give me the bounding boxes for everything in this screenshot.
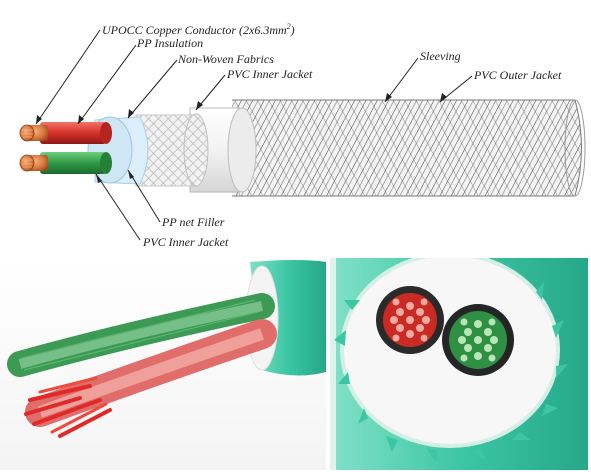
label-conductor-text: UPOCC Copper Conductor (2x6.3mm (102, 23, 287, 37)
label-sleeving: Sleeving (420, 49, 461, 63)
label-pvc-outer-jacket: PVC Outer Jacket (474, 68, 562, 82)
cable-illustration (20, 100, 585, 196)
label-pvc-inner-jacket-bottom: PVC Inner Jacket (143, 235, 229, 249)
outer-jacket-sleeving (232, 100, 585, 196)
photo-green-conductor (442, 304, 514, 376)
photo-right-crosssection (330, 254, 588, 470)
label-conductor-sup: 2 (286, 22, 291, 31)
label-conductor (102, 20, 295, 37)
label-pvc-inner-jacket-top: PVC Inner Jacket (227, 67, 313, 81)
label-pp-net-filler: PP net Filler (162, 215, 225, 229)
red-conductor (20, 122, 112, 144)
photo-left-strands (0, 258, 326, 470)
label-pp-insulation: PP Insulation (137, 36, 204, 50)
label-non-woven-fabrics: Non-Woven Fabrics (178, 52, 274, 66)
label-conductor-close: ) (290, 23, 295, 37)
green-conductor (20, 152, 112, 174)
photo-red-conductor (376, 286, 444, 354)
